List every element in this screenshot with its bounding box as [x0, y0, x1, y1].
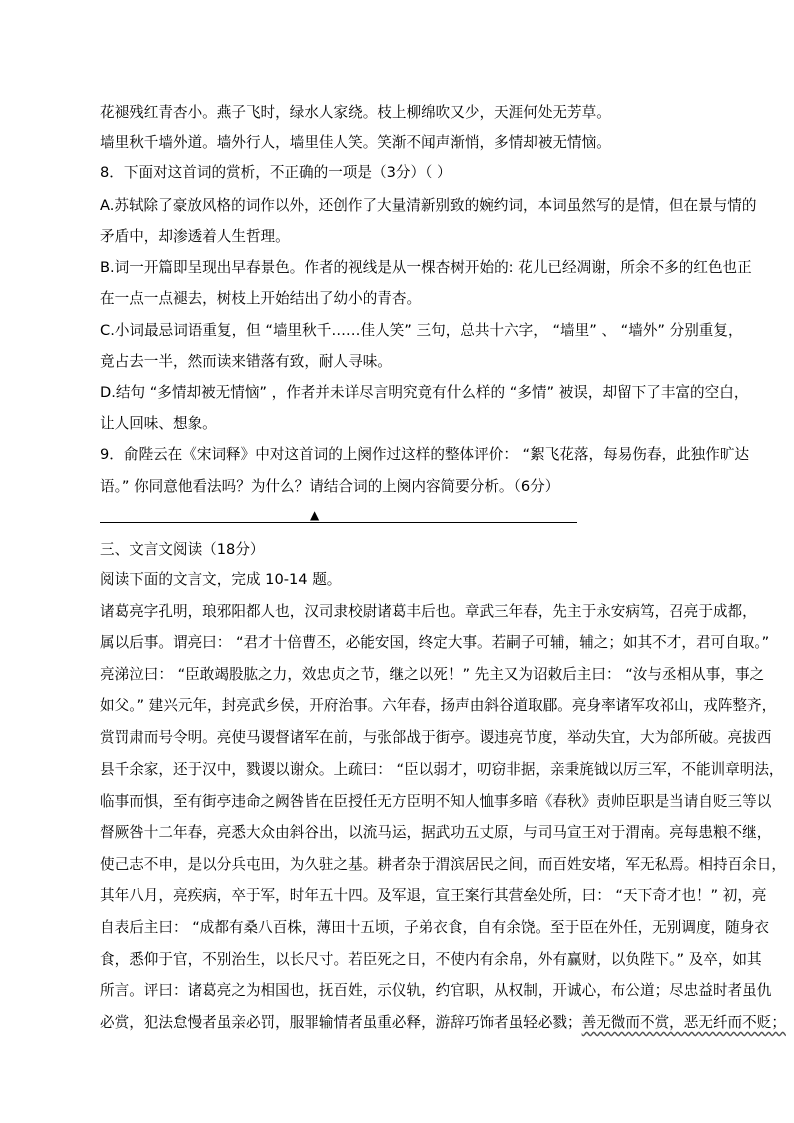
question-9-line-2 [100, 477, 724, 497]
passage-line-12: 食，悉仰于官，不别治生，以长尺寸。若臣死之日，不使内有余帛，外有赢财，以负陛下。” 及卒，如其 [100, 951, 762, 968]
passage-line-13: 所言。评曰：诸葛亮之为相国也，抚百姓，示仪轨，约官职，从权制，开诚心，布公道；尽忠益时者虽仇 [100, 982, 772, 999]
passage-line-3: 亮涕泣曰： “臣敢竭股肱之力，效忠贞之节，继之以死！” 先主又为诏敕后主曰： “汝与丞相从事，事之 [100, 666, 765, 683]
quoted-comment: 絮飞花落，每易伤春，此独作旷达 [530, 446, 750, 463]
option-a-line-1: A.苏轼除了豪放风格的词作以外，还创作了大量清新别致的婉约词，本词虽然写的是情，但在景与情的 [100, 197, 757, 214]
option-d-line-2: 让人回味、想象。 [100, 415, 217, 432]
passage-line-14-a: 必赏，犯法怠慢者虽亲必罚，服罪输情者虽重必释，游辞巧饰者虽轻必戮； [100, 1014, 582, 1031]
question-9-text: 9．俞陛云在《宋词释》中对这首词的上阕作过这样的整体评价： “ [100, 446, 531, 463]
poem-line-1: 花褪残红青杏小。燕子飞时，绿水人家绕。枝上柳绵吹又少，天涯何处无芳草。 [100, 104, 611, 121]
option-a-line-2: 矛盾中，却渗透着人生哲理。 [100, 228, 290, 245]
passage-line-14-underlined: 善无微而不赏，恶无纤而不贬； [581, 1014, 786, 1031]
passage-line-9: 使己志不申，是以分兵屯田，为久驻之基。耕者杂于渭滨居民之间，而百姓安堵，军无私焉。相持百余日， [100, 856, 786, 873]
triangle-marker: ▲ [310, 508, 320, 522]
poem-line-2: 墙里秋千墙外道。墙外行人，墙里佳人笑。笑渐不闻声渐悄，多情却被无情恼。 [100, 134, 611, 151]
passage-line-2: 属以后事。谓亮曰： “君才十倍曹丕，必能安国，终定大事。若嗣子可辅，辅之；如其不才，君可自取。” [100, 634, 770, 651]
question-8-stem: 8．下面对这首词的赏析，不正确的一项是（3分）（ ） [100, 164, 452, 181]
option-b-line-2: 在一点一点褪去，树枝上开始结出了幼小的青杏。 [100, 290, 422, 307]
quoted-comment-end: 语。 [100, 478, 122, 495]
passage-line-7: 临事而惧，至有街亭违命之阙咎皆在臣授任无方臣明不知人恤事多暗《春秋》责帅臣职是当请自贬三等以 [100, 793, 772, 810]
option-d-line-1: D.结句 “多情却被无情恼” ，作者并未详尽言明究竟有什么样的 “多情” 被误，却留下了丰富的空白， [100, 384, 749, 401]
passage-line-11: 自表后主曰： “成都有桑八百株，薄田十五顷，子弟衣食，自有余饶。至于臣在外任，无别调度，随身衣 [100, 919, 769, 936]
section-3-intro: 阅读下面的文言文，完成 10-14 题。 [100, 571, 342, 588]
passage-line-4: 如父。” 建兴元年，封亮武乡侯，开府治事。六年春，扬声由斜谷道取郿。亮身率诸军攻祁山，戎阵整齐， [100, 697, 777, 714]
section-3-title: 三、文言文阅读（18分） [100, 541, 265, 558]
passage-line-5: 赏罚肃而号令明。亮使马谡督诸军在前，与张郃战于街亭。谡违亮节度，举动失宜，大为郃所破。亮拔西 [100, 729, 772, 746]
answer-line [100, 522, 577, 523]
passage-line-6: 县千余家，还于汉中，戮谡以谢众。上疏曰： “臣以弱才，叨窃非据，亲秉旄钺以厉三军，不能训章明法， [100, 761, 784, 778]
passage-line-1: 诸葛亮字孔明，琅邪阳都人也，汉司隶校尉诸葛丰后也。章武三年春，先主于永安病笃，召亮于成都， [100, 603, 757, 620]
option-b-line-1: B.词一开篇即呈现出早春景色。作者的视线是从一棵杏树开始的: 花儿已经凋谢，所余不多的红色也正 [100, 259, 752, 276]
question-9-line-1 [100, 445, 750, 465]
question-9-text-end: ” 你同意他看法吗？为什么？请结合词的上阕内容简要分析。（6分） [121, 478, 560, 495]
option-c-line-1: C.小词最忌词语重复，但 “墙里秋千……佳人笑” 三句，总共十六字， “墙里” 、 “墙外” 分别重复， [100, 322, 743, 339]
passage-line-10: 其年八月，亮疾病，卒于军，时年五十四。及军退，宣王案行其营垒处所，曰： “天下奇才也！” 初，亮 [100, 887, 767, 904]
option-c-line-2: 竟占去一半，然而读来错落有致，耐人寻味。 [100, 353, 392, 370]
passage-line-8: 督厥咎十二年春，亮悉大众由斜谷出，以流马运，据武功五丈原，与司马宣王对于渭南。亮每患粮不继， [100, 824, 772, 841]
passage-line-14 [100, 1013, 786, 1033]
